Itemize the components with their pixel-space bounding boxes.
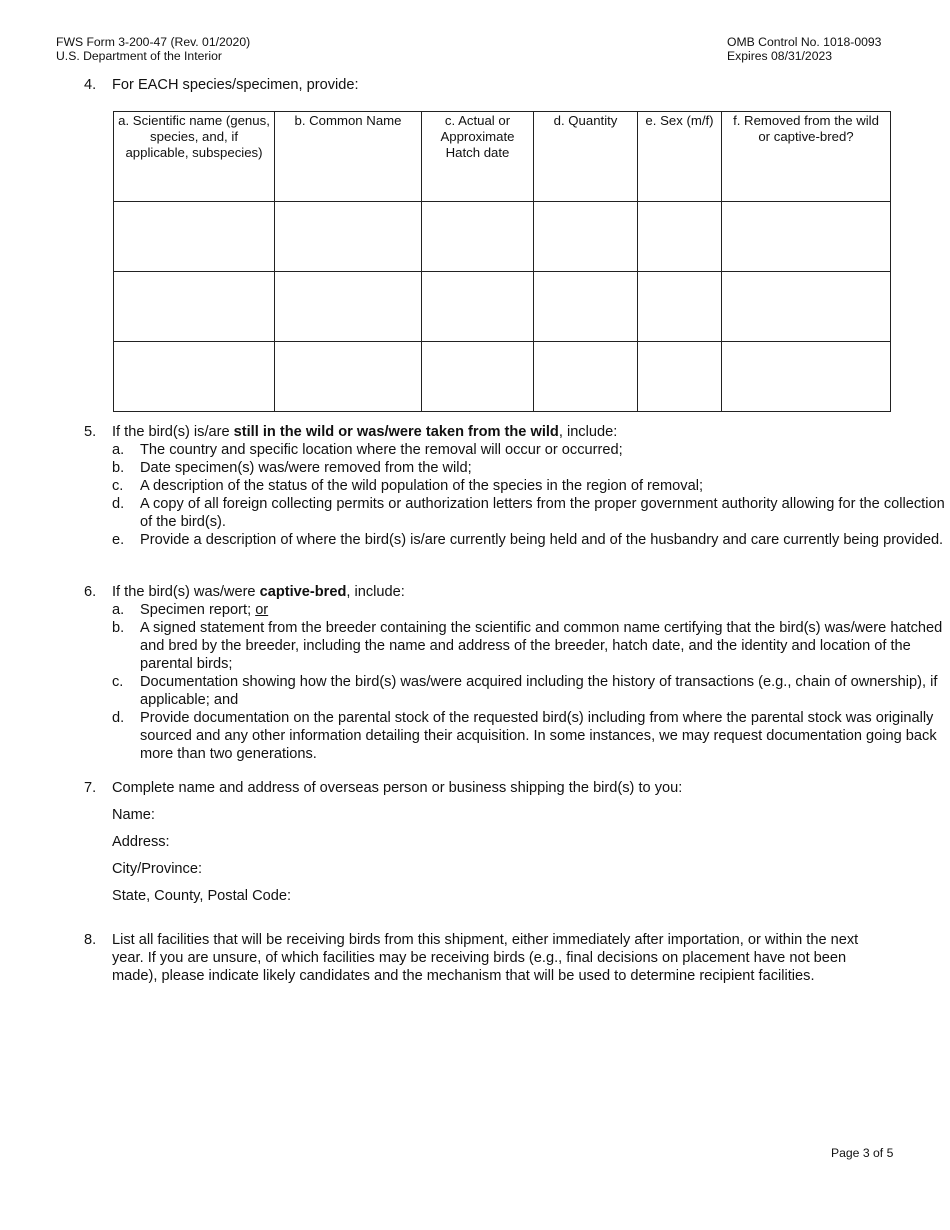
table-cell[interactable] [114,272,275,342]
item-text-or: or [255,602,269,618]
item-letter: c. [112,478,124,494]
list-item [84,601,950,619]
question-text-bold: still in the wild or was/were taken from the wild [233,424,559,440]
question-number: 4. [84,77,97,93]
item-text: Documentation showing how the bird(s) was/were acquired including the history of transactions (e.g., chain of ownership), if applicable; and [140,674,938,708]
question-4 [84,76,359,94]
item-letter: d. [112,710,125,726]
table-cell[interactable] [534,272,638,342]
field-postal-label[interactable]: State, County, Postal Code: [112,888,292,904]
question-number: 7. [84,780,97,796]
table-cell[interactable] [422,272,534,342]
field-address-label[interactable]: Address: [112,834,170,850]
question-number: 5. [84,424,97,440]
question-text-post: , include: [346,584,405,600]
item-letter: b. [112,620,125,636]
list-item [84,477,950,495]
table-cell[interactable] [638,342,722,412]
item-text: The country and specific location where the removal will occur or occurred; [140,442,623,458]
table-cell[interactable] [638,272,722,342]
item-text: A signed statement from the breeder containing the scientific and common name certifying that the bird(s) was/were hatched and bred by the breeder, including the name and address of the breeder, hatch date, and the identity and location of the parental birds; [140,620,943,672]
column-header-origin: f. Removed from the wild or captive-bred? [722,112,891,202]
field-name-label[interactable]: Name: [112,807,155,823]
item-letter: d. [112,496,125,512]
table-cell[interactable] [638,202,722,272]
list-item [84,709,950,763]
question-6 [84,583,950,763]
form-header-right [727,35,881,63]
column-header-hatch-date: c. Actual or Approximate Hatch date [422,112,534,202]
table-row [114,342,891,412]
column-header-quantity: d. Quantity [534,112,638,202]
sub-item-list [84,601,950,763]
question-text-pre: If the bird(s) was/were [112,584,260,600]
item-text: Date specimen(s) was/were removed from the wild; [140,460,472,476]
table-cell[interactable] [275,202,422,272]
table-cell[interactable] [422,202,534,272]
column-header-scientific-name: a. Scientific name (genus, species, and, if applicable, subspecies) [114,112,275,202]
item-letter: a. [112,442,125,458]
table-cell[interactable] [275,342,422,412]
item-text: A copy of all foreign collecting permits or authorization letters from the proper government authority allowing for the collection of the bird(s). [140,496,945,530]
form-id: FWS Form 3-200-47 (Rev. 01/2020) [56,35,251,49]
question-text-post: , include: [558,424,618,440]
sub-item-list [84,441,950,549]
item-letter: e. [112,532,125,548]
omb-control: OMB Control No. 1018-0093 [727,35,882,49]
table-cell[interactable] [722,202,891,272]
table-header-row [114,112,891,202]
question-text [112,423,950,441]
page-number: Page 3 of 5 [831,1146,894,1160]
department: U.S. Department of the Interior [56,49,222,63]
question-number: 6. [84,584,97,600]
shipper-fields [112,806,682,914]
question-text [112,583,950,601]
table-row [114,272,891,342]
item-text: Provide documentation on the parental stock of the requested bird(s) including from where the parental stock was originally sourced and any other information detailing their acquisition. In some instances, we may request documentation going back more than two generations. [140,710,937,762]
item-text: Provide a description of where the bird(s) is/are currently being held and of the husbandry and care currently being provided. [140,532,944,548]
item-letter: a. [112,602,125,618]
table-cell[interactable] [114,202,275,272]
question-5 [84,423,950,549]
question-text: For EACH species/specimen, provide: [112,77,359,93]
list-item [84,495,950,531]
item-text: A description of the status of the wild population of the species in the region of removal; [140,478,704,494]
column-header-common-name: b. Common Name [275,112,422,202]
table-cell[interactable] [722,272,891,342]
question-text-bold: captive-bred [259,584,347,600]
table-cell[interactable] [534,202,638,272]
list-item [84,441,950,459]
species-table [113,111,891,412]
item-text: Specimen report; [140,602,256,618]
form-header-left [56,35,250,63]
table-cell[interactable] [722,342,891,412]
table-cell[interactable] [534,342,638,412]
item-letter: b. [112,460,125,476]
list-item [84,673,950,709]
question-text-pre: If the bird(s) is/are [112,424,234,440]
question-7 [84,779,682,914]
question-8 [84,931,864,985]
table-cell[interactable] [275,272,422,342]
item-letter: c. [112,674,124,690]
question-number: 8. [84,932,97,948]
list-item [84,619,950,673]
question-text: List all facilities that will be receiving birds from this shipment, either immediately after importation, or within the next year. If you are unsure, of which facilities may be receiving birds (e.g., final decisions on placement have not been made), please indicate likely candidates and the mechanism that will be used to determine recipient facilities. [112,932,859,984]
table-cell[interactable] [114,342,275,412]
column-header-sex: e. Sex (m/f) [638,112,722,202]
list-item [84,531,950,549]
list-item [84,459,950,477]
table-cell[interactable] [422,342,534,412]
table-row [114,202,891,272]
field-city-label[interactable]: City/Province: [112,861,203,877]
expiry-date: Expires 08/31/2023 [727,49,833,63]
question-text: Complete name and address of overseas person or business shipping the bird(s) to you: [112,780,683,796]
